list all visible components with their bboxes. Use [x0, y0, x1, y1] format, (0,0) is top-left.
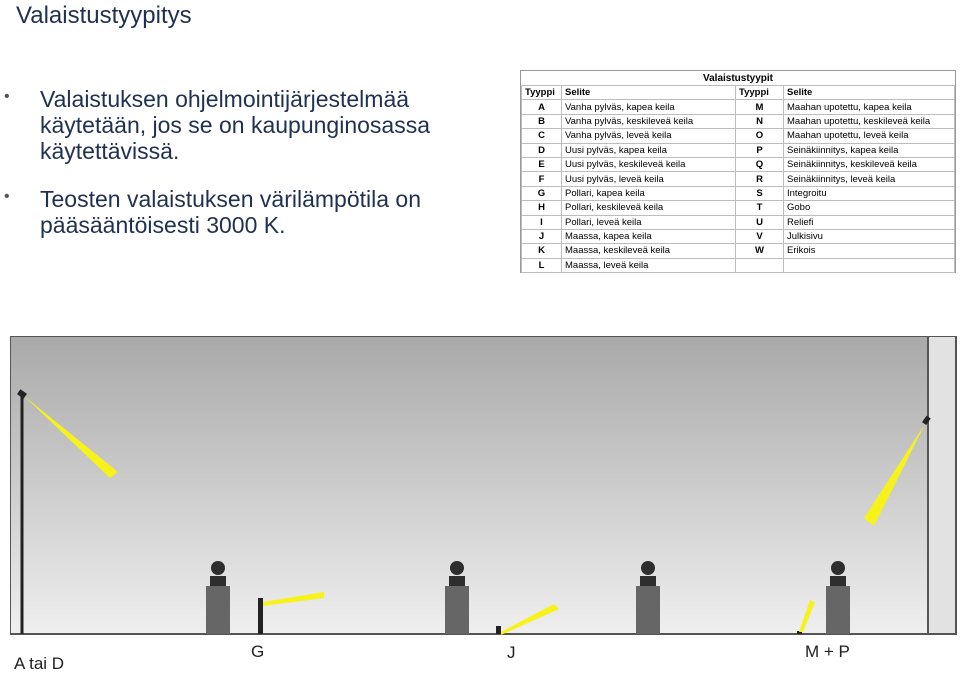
table-row	[522, 157, 955, 171]
lighting-scene	[10, 336, 958, 636]
type-code-cell: J	[522, 229, 562, 243]
bullet-dot-icon: •	[4, 88, 10, 105]
table-row	[522, 172, 955, 186]
description-cell: Maahan upotettu, kapea keila	[784, 100, 955, 114]
bullet-text	[40, 186, 421, 238]
description-cell: Vanha pylväs, leveä keila	[562, 129, 736, 143]
description-cell: Julkisivu	[784, 229, 955, 243]
bollard	[258, 598, 263, 634]
description-cell: Seinäkiinnitys, leveä keila	[784, 172, 955, 186]
description-cell: Vanha pylväs, kapea keila	[562, 100, 736, 114]
type-code-cell: A	[522, 100, 562, 114]
description-cell: Pollari, leveä keila	[562, 215, 736, 229]
description-cell: Reliefi	[784, 215, 955, 229]
table-row	[522, 186, 955, 200]
label-m-p: M + P	[805, 642, 850, 661]
type-code-cell: P	[736, 143, 784, 157]
type-code-cell: M	[736, 100, 784, 114]
bullet-line: Valaistuksen ohjelmointijärjestelmää	[40, 86, 410, 112]
table-row	[522, 100, 955, 114]
slide-title: Valaistustyypitys	[16, 2, 192, 29]
type-code-cell: E	[522, 157, 562, 171]
description-cell: Gobo	[784, 201, 955, 215]
table-header: Tyyppi	[736, 86, 784, 100]
type-code-cell: D	[522, 143, 562, 157]
description-cell: Pollari, keskileveä keila	[562, 201, 736, 215]
table-row	[522, 129, 955, 143]
description-cell: Uusi pylväs, leveä keila	[562, 172, 736, 186]
type-code-cell: I	[522, 215, 562, 229]
bullet-line: käytetään, jos se on kaupunginosassa	[40, 112, 430, 138]
type-code-cell: W	[736, 244, 784, 258]
type-code-cell	[736, 258, 784, 272]
type-code-cell: C	[522, 129, 562, 143]
type-code-cell: H	[522, 201, 562, 215]
type-code-cell: F	[522, 172, 562, 186]
table-row	[522, 215, 955, 229]
type-code-cell: S	[736, 186, 784, 200]
table-row	[522, 244, 955, 258]
bullet-text	[40, 86, 430, 164]
label-a-tai-d: A tai D	[14, 654, 65, 673]
description-cell: Pollari, kapea keila	[562, 186, 736, 200]
bullet-dot-icon: •	[4, 188, 10, 205]
description-cell: Maassa, leveä keila	[562, 258, 736, 272]
type-code-cell: B	[522, 114, 562, 128]
table-header: Selite	[784, 86, 955, 100]
description-cell: Erikois	[784, 244, 955, 258]
type-code-cell: V	[736, 229, 784, 243]
description-cell: Uusi pylväs, kapea keila	[562, 143, 736, 157]
description-cell: Integroitu	[784, 186, 955, 200]
type-code-cell: K	[522, 244, 562, 258]
description-cell: Seinäkiinnitys, kapea keila	[784, 143, 955, 157]
type-code-cell: N	[736, 114, 784, 128]
type-code-cell: L	[522, 258, 562, 272]
type-code-cell: R	[736, 172, 784, 186]
table-row	[522, 258, 955, 272]
type-code-cell: O	[736, 129, 784, 143]
label-g: G	[251, 642, 265, 661]
type-code-cell: T	[736, 201, 784, 215]
table-row	[522, 201, 955, 215]
wall	[928, 336, 956, 634]
bullet-line: pääsääntöisesti 3000 K.	[40, 212, 286, 238]
label-j: J	[507, 643, 516, 662]
table-row	[522, 114, 955, 128]
bullet-line: Teosten valaistuksen värilämpötila on	[40, 186, 421, 212]
table-header: Tyyppi	[522, 86, 562, 100]
table-row	[522, 143, 955, 157]
table-row	[522, 229, 955, 243]
description-cell: Uusi pylväs, keskileveä keila	[562, 157, 736, 171]
description-cell: Maassa, kapea keila	[562, 229, 736, 243]
table-caption: Valaistustyypit	[702, 72, 774, 84]
bullet-line: käytettävissä.	[40, 138, 180, 164]
description-cell	[784, 258, 955, 272]
scene-illustration	[10, 336, 958, 636]
type-code-cell: Q	[736, 157, 784, 171]
description-cell: Seinäkiinnitys, keskileveä keila	[784, 157, 955, 171]
description-cell: Maassa, keskileveä keila	[562, 244, 736, 258]
description-cell: Maahan upotettu, leveä keila	[784, 129, 955, 143]
type-code-cell: G	[522, 186, 562, 200]
table-header: Selite	[562, 86, 736, 100]
description-cell: Maahan upotettu, keskileveä keila	[784, 114, 955, 128]
description-cell: Vanha pylväs, keskileveä keila	[562, 114, 736, 128]
type-code-cell: U	[736, 215, 784, 229]
lighting-types-table	[520, 70, 956, 273]
ground-lamp-j	[496, 626, 501, 634]
